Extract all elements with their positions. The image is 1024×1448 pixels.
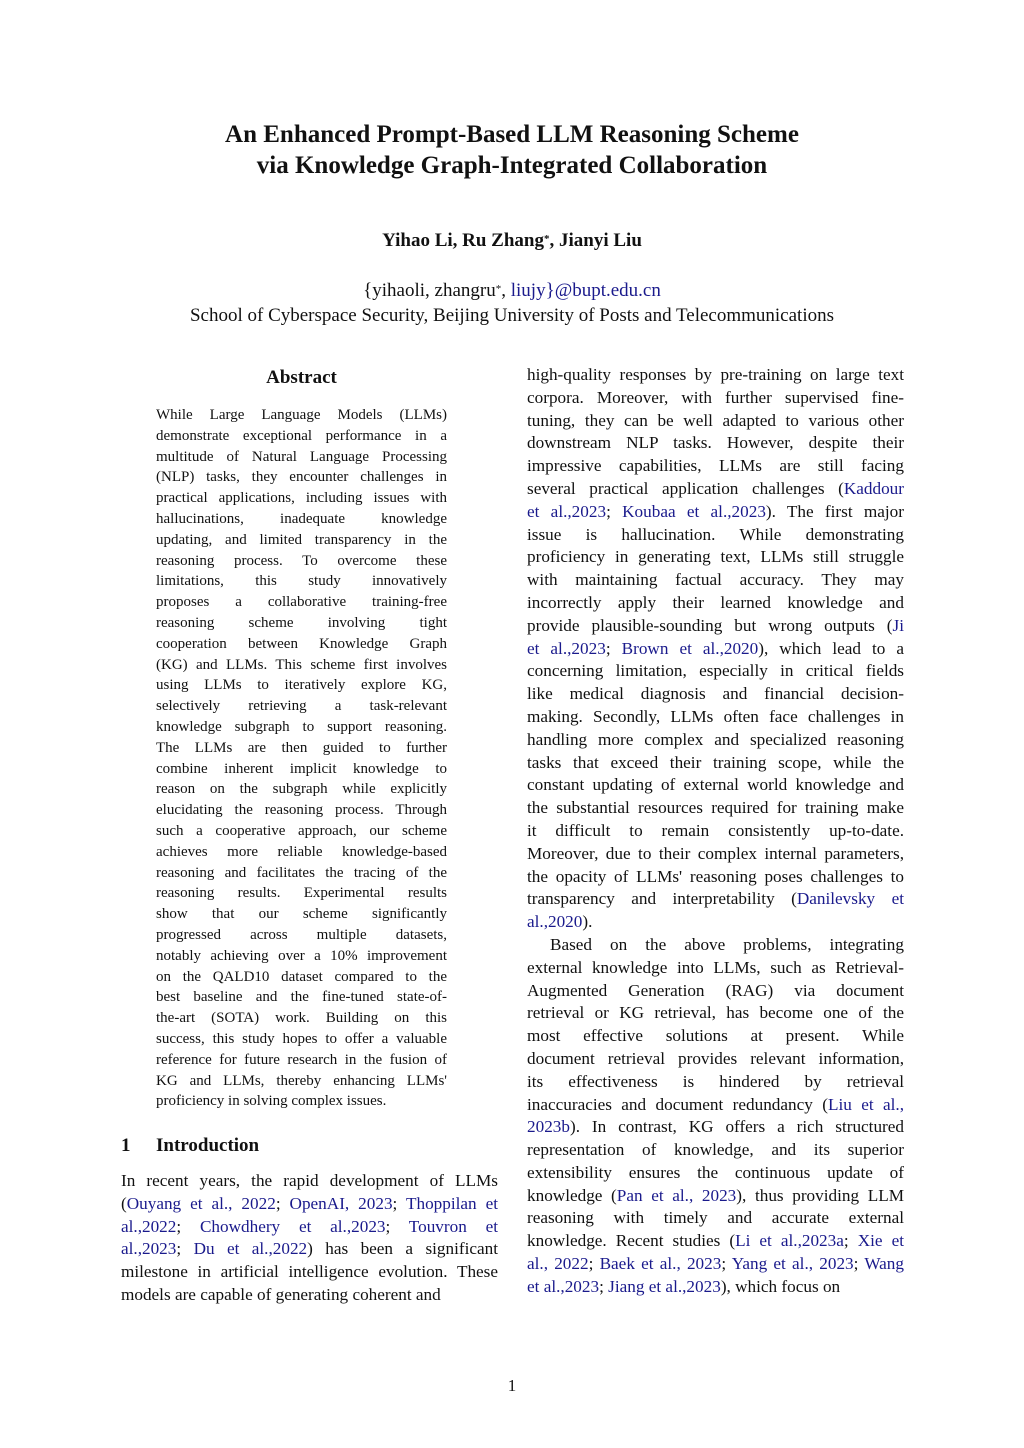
citation-link[interactable]: Pan et al., 2023 [616, 1185, 737, 1205]
emails-prefix: {yihaoli, zhangru [363, 280, 496, 301]
citation-link[interactable]: Li et al.,2023a [735, 1231, 844, 1251]
abstract-line: reasoning and facilitates the tracing of the [156, 864, 447, 881]
abstract-line: updating, and limited transparency in the [156, 531, 447, 548]
text-segment: with maintaining factual accuracy. They may [527, 570, 904, 590]
section-number: 1 [121, 1135, 131, 1156]
title-line-2: via Knowledge Graph-Integrated Collaboration [256, 152, 768, 179]
text-line [527, 980, 904, 1003]
abstract-line: elucidating the reasoning process. Through [156, 802, 447, 819]
text-segment: Augmented Generation (RAG) via document [527, 980, 904, 1000]
text-line [121, 1284, 498, 1307]
page-number: 1 [507, 1376, 517, 1395]
text-segment: ), which lead to a [758, 638, 904, 658]
text-segment: like medical diagnosis and financial decision- [527, 684, 904, 704]
text-segment: most effective solutions at present. While [527, 1026, 904, 1046]
text-segment: ; [843, 1231, 858, 1251]
text-line [527, 615, 904, 638]
text-line [527, 1048, 904, 1071]
text-line [527, 1207, 904, 1230]
text-line [527, 1230, 904, 1253]
citation-link[interactable]: et al.,2023 [527, 501, 607, 521]
text-segment: reasoning with timely and accurate external [527, 1208, 904, 1228]
author-emails [0, 278, 1024, 304]
text-segment: knowledge ( [527, 1185, 617, 1205]
text-segment: ; [392, 1193, 406, 1213]
citation-link[interactable]: Xie et [857, 1231, 904, 1251]
text-line [121, 1193, 498, 1216]
text-segment: constant updating of external world knowledge and [527, 775, 904, 795]
citation-link[interactable]: Ji [892, 615, 904, 635]
text-line [527, 455, 904, 478]
text-segment: extensibility ensures the continuous update of [527, 1162, 904, 1182]
abstract-line: best baseline and the fine-tuned state-of- [156, 989, 447, 1006]
text-line [527, 752, 904, 775]
abstract-line: KG and LLMs, thereby enhancing LLMs' [156, 1072, 447, 1089]
text-segment: making. Secondly, LLMs often face challenges in [527, 706, 904, 726]
text-segment: ). In contrast, KG offers a rich structured [569, 1117, 904, 1137]
abstract-line: combine inherent implicit knowledge to [156, 760, 447, 777]
email-corresponding-mark: * [495, 283, 502, 295]
citation-link[interactable]: OpenAI, 2023 [289, 1193, 393, 1213]
abstract-heading: Abstract [266, 367, 337, 388]
abstract-line: using LLMs to iteratively explore KG, [156, 677, 447, 694]
text-line [527, 820, 904, 843]
email-link[interactable]: liujy}@bupt.edu.cn [510, 280, 661, 301]
abstract-line: proficiency in solving complex issues. [156, 1093, 387, 1110]
text-segment: proficiency in generating text, LLMs still struggle [527, 547, 904, 567]
paper-title [0, 119, 1024, 181]
text-line [121, 1216, 498, 1239]
text-segment: handling more complex and specialized reasoning [527, 729, 904, 749]
text-segment: models are capable of generating coherent and [121, 1284, 441, 1304]
text-segment: ; [385, 1216, 409, 1236]
text-line [527, 592, 904, 615]
abstract-line: such a cooperative approach, our scheme [156, 822, 447, 839]
text-line [527, 934, 904, 957]
abstract-line: While Large Language Models (LLMs) [156, 407, 447, 423]
citation-link[interactable]: al., 2022 [527, 1254, 589, 1274]
text-line [527, 1025, 904, 1048]
text-line [527, 478, 904, 501]
citation-link[interactable]: Yang et al., 2023 [731, 1254, 854, 1274]
text-line [527, 1139, 904, 1162]
introduction-left-column [121, 1170, 498, 1307]
abstract-line: reason on the subgraph while explicitly [156, 781, 447, 798]
text-segment: incorrectly apply their learned knowledge and [527, 592, 904, 612]
text-segment: its effectiveness is hindered by retrieval [527, 1071, 904, 1091]
text-segment: ), which focus on [720, 1276, 841, 1296]
citation-link[interactable]: Chowdhery et al.,2023 [199, 1216, 386, 1236]
citation-link[interactable]: Brown et al.,2020 [621, 638, 759, 658]
introduction-right-column [527, 364, 904, 1299]
text-line [527, 1185, 904, 1208]
abstract-line: knowledge subgraph to support reasoning. [156, 718, 447, 735]
text-line [527, 432, 904, 455]
text-segment: representation of knowledge, and its superior [527, 1140, 904, 1160]
text-line [527, 866, 904, 889]
citation-link[interactable]: Du et al.,2022 [193, 1239, 308, 1259]
text-line [527, 501, 904, 524]
text-line [527, 1116, 904, 1139]
citation-link[interactable]: Wang [864, 1254, 904, 1274]
text-line [527, 888, 904, 911]
citation-link[interactable]: Thoppilan et [405, 1193, 498, 1213]
text-line [527, 1253, 904, 1276]
citation-link[interactable]: Touvron et [408, 1216, 498, 1236]
text-segment: the opacity of LLMs' reasoning poses challenges to [527, 866, 904, 886]
abstract-line: the-art (SOTA) work. Building on this [156, 1010, 447, 1027]
abstract-line: proposes a collaborative training-free [156, 594, 447, 611]
text-segment: transparency and interpretability ( [527, 889, 797, 909]
text-segment: document retrieval provides relevant information, [527, 1048, 904, 1068]
text-segment: milestone in artificial intelligence evolution. These [121, 1262, 498, 1282]
text-line [527, 569, 904, 592]
abstract-line: The LLMs are then guided to further [156, 739, 447, 756]
citation-link[interactable]: al.,2023 [121, 1239, 177, 1259]
text-segment: knowledge. Recent studies ( [527, 1231, 736, 1251]
text-segment: corpora. Moreover, with further supervised fine- [527, 387, 904, 407]
text-segment: it difficult to remain consistently up-to-date. [527, 820, 904, 840]
authors-part-2: , Jianyi Liu [549, 230, 642, 251]
text-segment: high-quality responses by pre-training on large text [527, 365, 904, 384]
text-segment: downstream NLP tasks. However, despite their [527, 433, 904, 453]
citation-link[interactable]: Koubaa et al.,2023 [622, 501, 766, 521]
text-line [527, 957, 904, 980]
text-line [527, 1002, 904, 1025]
text-line [527, 797, 904, 820]
text-line [527, 706, 904, 729]
text-line [527, 683, 904, 706]
text-segment: ; [275, 1193, 290, 1213]
citation-link[interactable]: Jiang et al.,2023 [608, 1276, 721, 1296]
text-segment: ; [721, 1254, 732, 1274]
text-line [527, 911, 904, 934]
abstract-line: limitations, this study innovatively [156, 573, 447, 590]
citation-link[interactable]: Liu et al., [827, 1094, 904, 1114]
corresponding-author-mark: * [544, 233, 550, 245]
author-list [0, 228, 1024, 254]
abstract-line: hallucinations, inadequate knowledge [156, 510, 447, 527]
text-segment: concerning limitation, especially in critical fields [527, 661, 904, 681]
text-segment: provide plausible-sounding but wrong outputs ( [527, 615, 893, 635]
text-segment: impressive capabilities, LLMs are still facing [527, 456, 904, 476]
abstract-line: (NLP) tasks, they encounter challenges in [156, 469, 447, 486]
text-segment: external knowledge into LLMs, such as Retrieval- [527, 957, 904, 977]
text-segment: ; [176, 1239, 194, 1259]
citation-link[interactable]: et al.,2023 [527, 638, 606, 658]
abstract-line: reasoning scheme involving tight [156, 614, 447, 631]
citation-link[interactable]: et al.,2023 [527, 1276, 600, 1296]
abstract-line: show that our scheme significantly [156, 906, 447, 923]
text-segment: ; [606, 501, 623, 521]
abstract-line: progressed across multiple datasets, [156, 926, 447, 943]
text-line [527, 546, 904, 569]
text-line [527, 660, 904, 683]
abstract-line: reasoning results. Experimental results [156, 885, 447, 902]
text-segment: tasks that exceed their training scope, while the [527, 752, 904, 772]
text-segment: ) has been a significant [307, 1239, 498, 1259]
abstract-line: practical applications, including issues with [156, 490, 447, 507]
text-line [527, 364, 904, 387]
text-line [527, 1094, 904, 1117]
section-title: Introduction [156, 1135, 260, 1156]
text-segment: ( [121, 1193, 127, 1213]
text-line [527, 638, 904, 661]
abstract-line: reference for future research in the fusion of [156, 1051, 447, 1068]
citation-link[interactable]: Danilevsky et [796, 889, 904, 909]
text-segment: Based on the above problems, integrating [550, 934, 904, 954]
text-segment: ; [853, 1254, 865, 1274]
text-line [121, 1238, 498, 1261]
abstract-line: achieves more reliable knowledge-based [156, 843, 447, 860]
text-line [527, 410, 904, 433]
text-segment: Moreover, due to their complex internal parameters, [527, 843, 904, 863]
abstract-line: demonstrate exceptional performance in a [156, 427, 447, 444]
abstract-line: (KG) and LLMs. This scheme first involves [156, 656, 447, 673]
section-heading-introduction [121, 1133, 259, 1159]
abstract-line: success, this study hopes to offer a valuable [156, 1030, 447, 1047]
text-line [527, 524, 904, 547]
text-line [121, 1170, 498, 1193]
text-segment: ). The first major [765, 501, 904, 521]
text-segment: inaccuracies and document redundancy ( [527, 1094, 828, 1114]
abstract-line: notably achieving over a 10% improvement [156, 947, 447, 964]
abstract-line: on the QALD10 dataset compared to the [156, 968, 447, 985]
text-segment: issue is hallucination. While demonstrating [527, 524, 904, 544]
citation-link[interactable]: 2023b [527, 1117, 570, 1137]
abstract-line: multitude of Natural Language Processing [156, 448, 447, 465]
abstract-line: reasoning process. To overcome these [156, 552, 447, 569]
emails-separator: , [501, 280, 511, 301]
text-line [527, 1162, 904, 1185]
text-line [121, 1261, 498, 1284]
text-line [527, 1071, 904, 1094]
citation-link[interactable]: Kaddour [843, 478, 904, 498]
authors-part-1: Yihao Li, Ru Zhang [382, 230, 544, 251]
affiliation: School of Cyberspace Security, Beijing University of Posts and Telecommunications [189, 305, 835, 326]
text-segment: ; [605, 638, 622, 658]
text-line [527, 843, 904, 866]
text-segment: tuning, they can be well adapted to various other [527, 410, 904, 430]
text-segment: ). [582, 912, 593, 932]
abstract-line: cooperation between Knowledge Graph [156, 635, 447, 652]
text-segment: ; [599, 1276, 609, 1296]
text-segment: ), thus providing LLM [736, 1185, 904, 1205]
text-segment: ; [176, 1216, 200, 1236]
abstract-line: selectively retrieving a task-relevant [156, 698, 447, 715]
citation-link[interactable]: Ouyang et al., 2022 [126, 1193, 276, 1213]
text-segment: In recent years, the rapid development of LLMs [121, 1171, 498, 1190]
text-segment: several practical application challenges ( [527, 478, 844, 498]
text-line [527, 729, 904, 752]
title-line-1: An Enhanced Prompt-Based LLM Reasoning Scheme [225, 121, 799, 148]
text-segment: ; [588, 1254, 600, 1274]
citation-link[interactable]: Baek et al., 2023 [599, 1254, 722, 1274]
text-line [527, 1276, 904, 1299]
abstract-body [156, 405, 447, 1112]
citation-link[interactable]: al.,2020 [527, 912, 583, 932]
text-segment: retrieval or KG retrieval, has become one of the [527, 1003, 904, 1023]
text-segment: the substantial resources required for training make [527, 798, 904, 818]
text-line [527, 774, 904, 797]
citation-link[interactable]: al.,2022 [121, 1216, 177, 1236]
text-line [527, 387, 904, 410]
